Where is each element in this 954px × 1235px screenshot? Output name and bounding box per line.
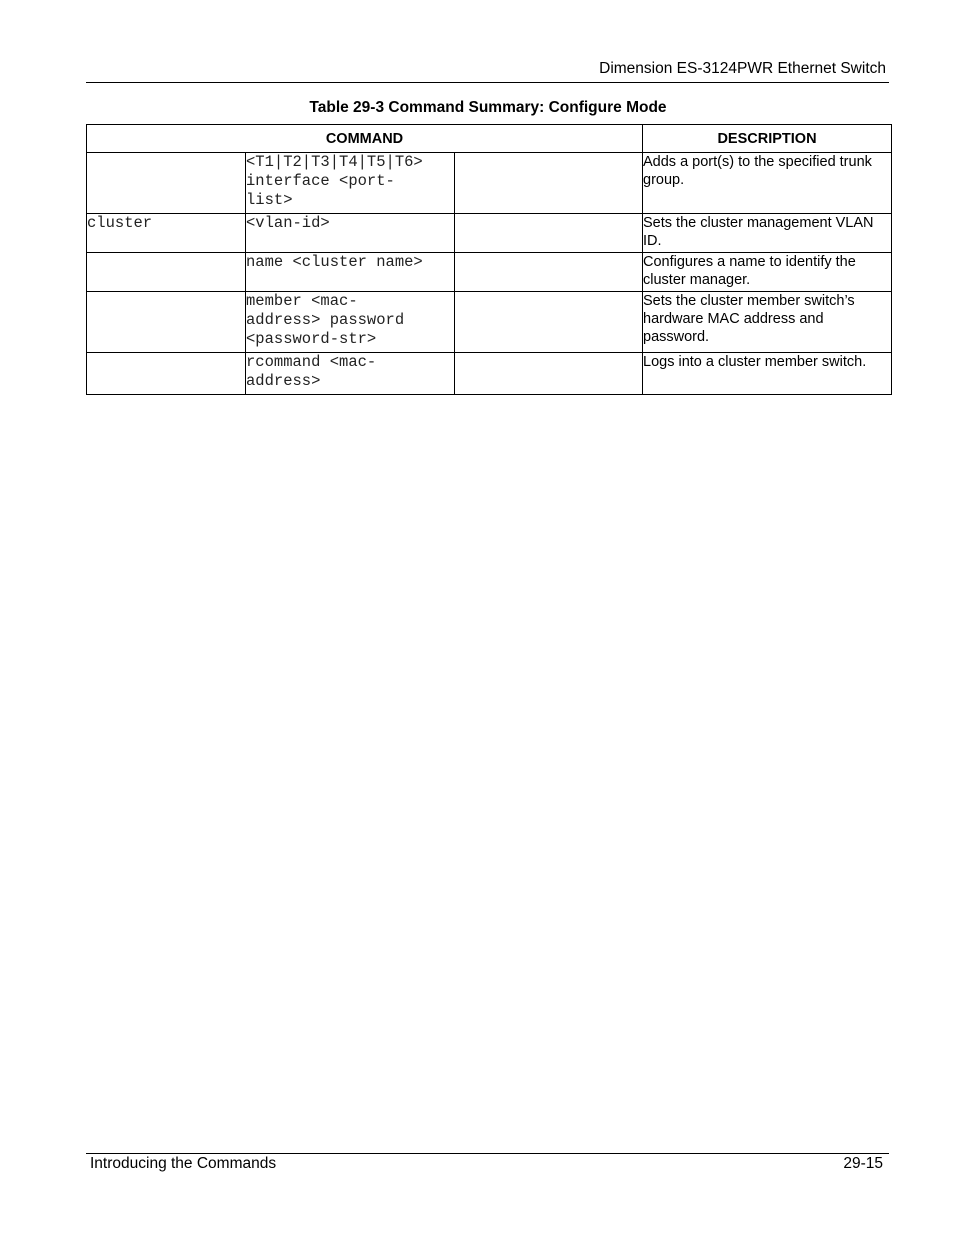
header-rule <box>86 82 889 83</box>
header-title: Dimension ES-3124PWR Ethernet Switch <box>599 60 886 77</box>
command-cell-2: member <mac- address> password <password-str> <box>246 292 455 353</box>
command-cell-2: <vlan-id> <box>246 214 455 253</box>
command-cell-2: <T1|T2|T3|T4|T5|T6> interface <port- list> <box>246 153 455 214</box>
column-header-command: COMMAND <box>87 125 643 153</box>
description-cell: Sets the cluster management VLAN ID. <box>643 214 892 253</box>
command-cell-1 <box>87 292 246 353</box>
table-row <box>87 292 892 353</box>
command-cell-1: cluster <box>87 214 246 253</box>
description-cell: Logs into a cluster member switch. <box>643 353 892 395</box>
table-row <box>87 253 892 292</box>
command-cell-3 <box>455 214 643 253</box>
description-cell: Adds a port(s) to the specified trunk group. <box>643 153 892 214</box>
command-summary-table <box>86 124 892 395</box>
command-cell-3 <box>455 292 643 353</box>
table-row <box>87 214 892 253</box>
footer-page-number: 29-15 <box>843 1155 883 1172</box>
command-cell-2: rcommand <mac- address> <box>246 353 455 395</box>
description-cell: Sets the cluster member switch’s hardware MAC address and password. <box>643 292 892 353</box>
table-row <box>87 153 892 214</box>
description-cell: Configures a name to identify the cluster manager. <box>643 253 892 292</box>
table-header-row <box>87 125 892 153</box>
column-header-description: DESCRIPTION <box>643 125 892 153</box>
table-row <box>87 353 892 395</box>
command-cell-3 <box>455 253 643 292</box>
command-cell-2: name <cluster name> <box>246 253 455 292</box>
table-caption: Table 29-3 Command Summary: Configure Mode <box>309 99 667 116</box>
command-cell-1 <box>87 153 246 214</box>
footer-rule <box>86 1153 889 1154</box>
command-cell-1 <box>87 253 246 292</box>
command-cell-1 <box>87 353 246 395</box>
command-cell-3 <box>455 353 643 395</box>
command-cell-3 <box>455 153 643 214</box>
footer-section-title: Introducing the Commands <box>90 1155 277 1172</box>
